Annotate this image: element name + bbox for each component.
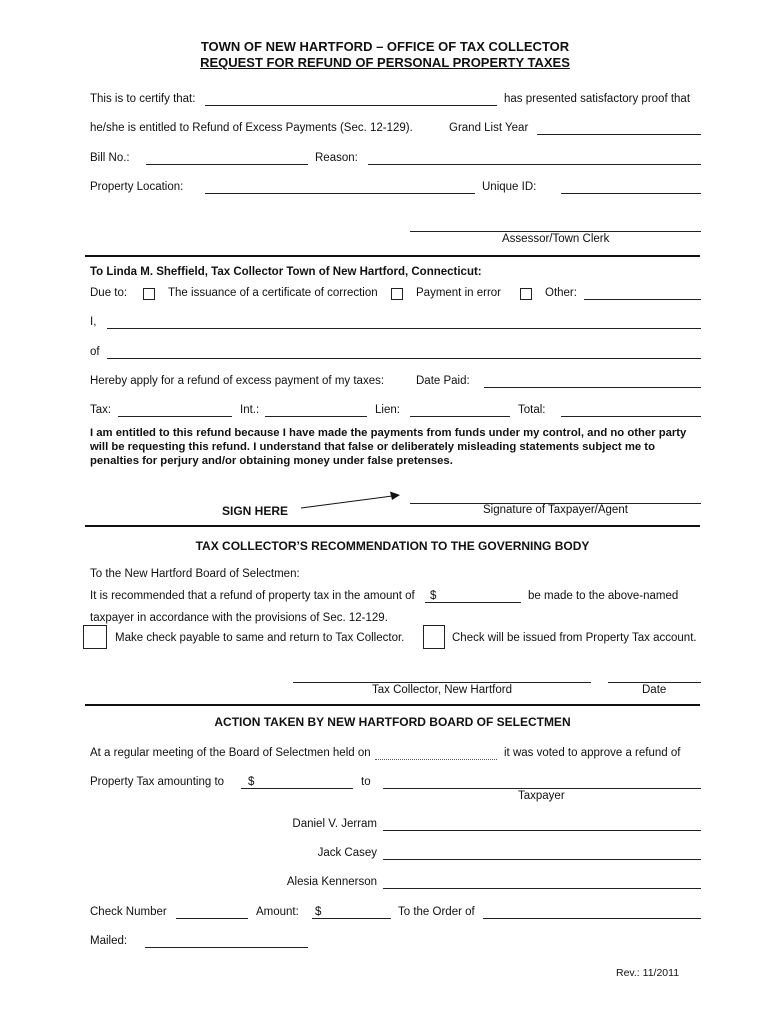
- tax-collector-signature-field[interactable]: [293, 682, 591, 683]
- proof-text: has presented satisfactory proof that: [504, 93, 691, 105]
- assessor-signature-field[interactable]: [410, 231, 701, 232]
- lien-label: Lien:: [375, 404, 400, 416]
- certificate-correction-checkbox[interactable]: [143, 288, 155, 300]
- i-label: I,: [90, 316, 97, 328]
- bill-no-field[interactable]: [146, 164, 308, 165]
- int-label: Int.:: [240, 404, 260, 416]
- refund-amount-field[interactable]: [425, 602, 521, 603]
- total-label: Total:: [518, 404, 546, 416]
- recommended-text: It is recommended that a refund of property tax in the amount of: [90, 590, 415, 602]
- amounting-text: Property Tax amounting to: [90, 776, 225, 788]
- selectman-signature-field[interactable]: [383, 859, 701, 860]
- assessor-label: Assessor/Town Clerk: [502, 233, 610, 245]
- unique-id-label: Unique ID:: [482, 181, 537, 193]
- sign-here-arrow-icon: [298, 488, 406, 512]
- accordance-text: taxpayer in accordance with the provisions of Sec. 12-129.: [90, 612, 388, 624]
- check-number-field[interactable]: [176, 918, 248, 919]
- recommendation-date-field[interactable]: [608, 682, 701, 683]
- applicant-address-field[interactable]: [107, 358, 701, 359]
- selectman-name-2: Jack Casey: [317, 847, 377, 859]
- to-board-text: To the New Hartford Board of Selectmen:: [90, 568, 300, 580]
- above-named-text: be made to the above-named: [528, 590, 679, 602]
- property-location-label: Property Location:: [90, 181, 184, 193]
- unique-id-field[interactable]: [561, 193, 701, 194]
- certify-intro-label: This is to certify that:: [90, 93, 196, 105]
- revision-label: Rev.: 11/2011: [616, 967, 680, 979]
- applicant-name-field[interactable]: [107, 328, 701, 329]
- mailed-label: Mailed:: [90, 935, 128, 947]
- hereby-apply-text: Hereby apply for a refund of excess payment of my taxes:: [90, 375, 385, 387]
- form-title: TOWN OF NEW HARTFORD – OFFICE OF TAX COLLECTOR: [200, 39, 570, 54]
- grand-list-year-field[interactable]: [537, 134, 701, 135]
- refund-dollar-sign: $: [430, 590, 437, 602]
- make-check-label: Make check payable to same and return to Tax Collector.: [115, 632, 405, 644]
- meeting-text: At a regular meeting of the Board of Selectmen held on: [90, 747, 371, 759]
- recommendation-heading: TAX COLLECTOR’S RECOMMENDATION TO THE GOVERNING BODY: [195, 539, 590, 553]
- selectman-name-1: Daniel V. Jerram: [292, 818, 377, 830]
- selectman-signature-field[interactable]: [383, 888, 701, 889]
- sign-here-label: SIGN HERE: [222, 504, 289, 518]
- to-label: to: [361, 776, 371, 788]
- taxpayer-label: Taxpayer: [518, 790, 565, 802]
- section-divider: [85, 255, 700, 257]
- date-label: Date: [642, 684, 667, 696]
- mailed-date-field[interactable]: [145, 947, 308, 948]
- interest-amount-field[interactable]: [265, 416, 367, 417]
- check-issued-checkbox[interactable]: [423, 625, 445, 649]
- other-checkbox[interactable]: [520, 288, 532, 300]
- approved-amount-field[interactable]: [241, 788, 353, 789]
- payee-taxpayer-field[interactable]: [383, 788, 701, 789]
- signature-label: Signature of Taxpayer/Agent: [483, 504, 628, 516]
- tax-amount-field[interactable]: [118, 416, 232, 417]
- meeting-date-field[interactable]: [375, 759, 497, 760]
- perjury-statement: I am entitled to this refund because I have made the payments from funds under my control, and no other party will be requesting this refund. I understand that false or deliberately misleading statements subject me to penalties for perjury and/or obtaining money under false pretenses.: [90, 427, 687, 467]
- section-divider: [85, 704, 700, 706]
- grand-list-label: Grand List Year: [449, 122, 529, 134]
- tax-collector-label: Tax Collector, New Hartford: [372, 684, 512, 696]
- check-amount-field[interactable]: [312, 918, 391, 919]
- to-tax-collector-line: To Linda M. Sheffield, Tax Collector Town of New Hartford, Connecticut:: [90, 266, 482, 278]
- other-label: Other:: [545, 287, 577, 299]
- form-subtitle: REQUEST FOR REFUND OF PERSONAL PROPERTY TAXES: [200, 55, 570, 70]
- selectman-name-3: Alesia Kennerson: [286, 876, 377, 888]
- payment-error-label: Payment in error: [416, 287, 502, 299]
- total-amount-field[interactable]: [561, 416, 701, 417]
- tax-label: Tax:: [90, 404, 112, 416]
- entitled-text: he/she is entitled to Refund of Excess Payments (Sec. 12-129).: [90, 122, 413, 134]
- check-issued-label: Check will be issued from Property Tax account.: [452, 632, 697, 644]
- of-label: of: [90, 346, 100, 358]
- date-paid-field[interactable]: [484, 387, 701, 388]
- action-heading: ACTION TAKEN BY NEW HARTFORD BOARD OF SELECTMEN: [214, 715, 571, 729]
- bill-no-label: Bill No.:: [90, 152, 130, 164]
- action-dollar-sign: $: [248, 776, 255, 788]
- check-dollar-sign: $: [315, 906, 322, 918]
- section-divider: [85, 525, 700, 527]
- reason-label: Reason:: [315, 152, 358, 164]
- date-paid-label: Date Paid:: [416, 375, 470, 387]
- taxpayer-name-field[interactable]: [205, 105, 497, 106]
- reason-field[interactable]: [368, 164, 701, 165]
- payment-error-checkbox[interactable]: [391, 288, 403, 300]
- selectman-signature-field[interactable]: [383, 830, 701, 831]
- make-check-checkbox[interactable]: [83, 625, 107, 649]
- voted-text: it was voted to approve a refund of: [504, 747, 681, 759]
- order-of-label: To the Order of: [398, 906, 475, 918]
- certificate-correction-label: The issuance of a certificate of correction: [168, 287, 378, 299]
- other-reason-field[interactable]: [584, 299, 701, 300]
- amount-label: Amount:: [256, 906, 299, 918]
- property-location-field[interactable]: [205, 193, 475, 194]
- check-number-label: Check Number: [90, 906, 167, 918]
- due-to-label: Due to:: [90, 287, 128, 299]
- lien-amount-field[interactable]: [410, 416, 510, 417]
- order-of-field[interactable]: [483, 918, 701, 919]
